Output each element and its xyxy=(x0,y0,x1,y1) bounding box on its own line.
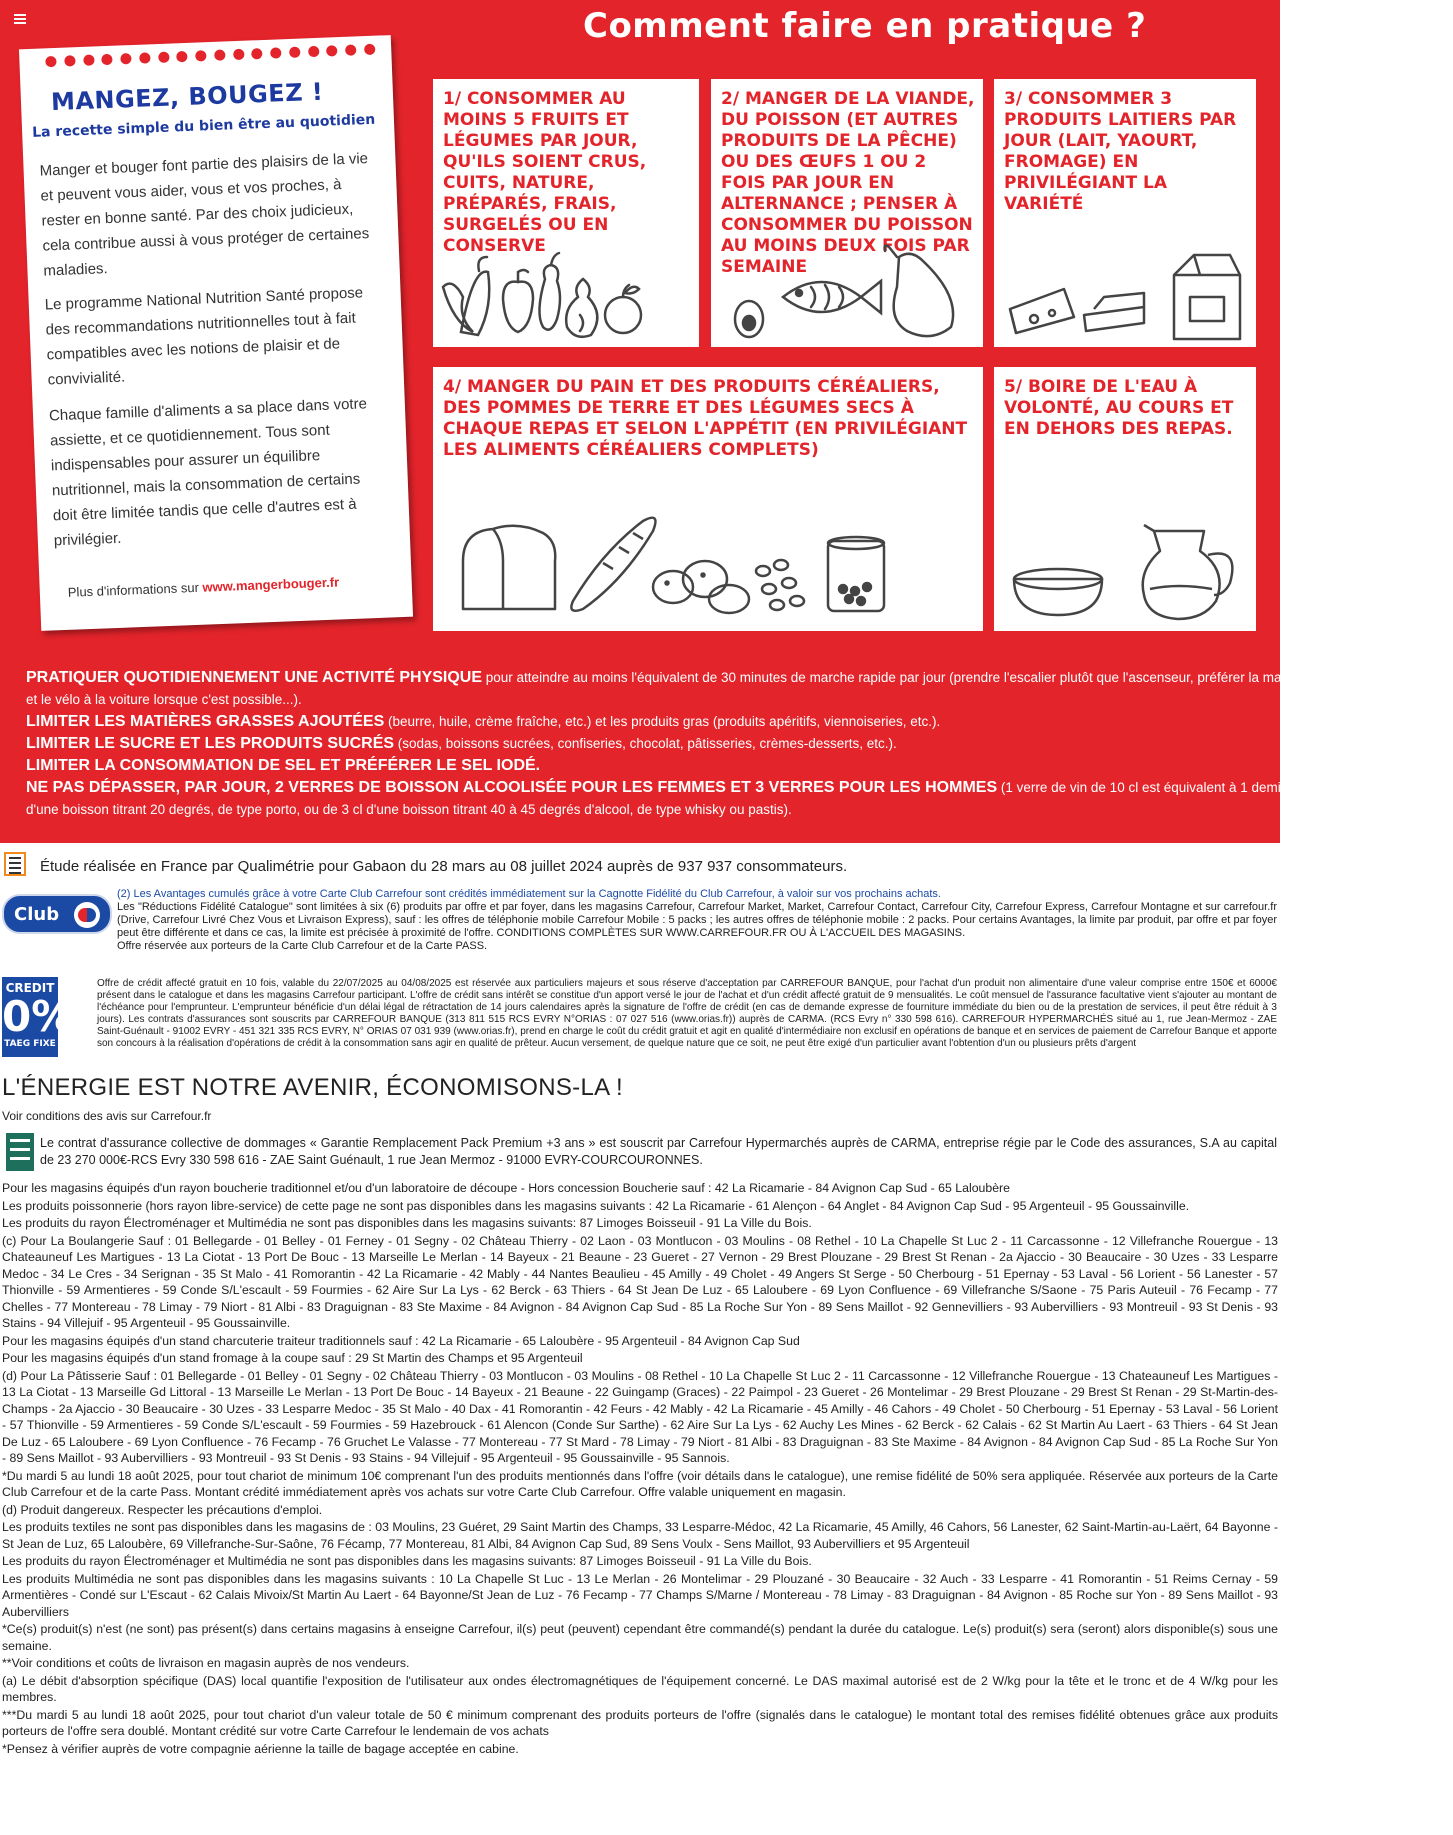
credit-logo-bottom: TAEG FIXE xyxy=(4,1039,56,1049)
credit-logo-top: CREDIT xyxy=(5,981,55,995)
card-title: MANGEZ, BOUGEZ ! xyxy=(50,77,324,117)
legal-paragraph: **Voir conditions et coûts de livraison en magasin auprès de nos vendeurs. xyxy=(2,1656,410,1670)
legal-paragraph: *Du mardi 5 au lundi 18 août 2025, pour tout chariot de minimum 10€ comprenant l'un des produits mentionnés dans l'offre (voir détails dans le catalogue), une remise fidélité de 50% sera appliquée. Réservée aux porteurs de la Carte Club Carrefour et de la carte Pass. Montant crédité immédiatement après vos achats sur votre Carte Club Carrefour. Offre valable uniquement en magasin. xyxy=(2,1468,1278,1499)
mangez-bougez-card xyxy=(19,35,413,631)
notebook-holes xyxy=(45,44,375,71)
energy-heading: L'ÉNERGIE EST NOTRE AVENIR, ÉCONOMISONS-LA ! xyxy=(2,1074,624,1101)
legal-paragraph: Pour les magasins équipés d'un stand fromage à la coupe sauf : 29 St Martin des Champs et 95 Argenteuil xyxy=(2,1351,583,1365)
legal-paragraph: Les produits du rayon Électroménager et Multimédia ne sont pas disponibles dans les magasins suivants: 87 Limoges Boisseuil - 91 La Ville du Bois. xyxy=(2,1554,812,1568)
credit-logo-rate: 0% xyxy=(2,992,74,1041)
dairy-products-icon xyxy=(994,227,1256,347)
bread-cereals-icon xyxy=(433,491,983,631)
advice-item xyxy=(26,711,1256,733)
tip-box-dairy xyxy=(994,79,1256,347)
legal-paragraph: (a) Le débit d'absorption spécifique (DAS) local quantifie l'exposition de l'utilisateur aux ondes électromagnétiques de l'équipement concerné. Le DAS maximal autorisé est de 2 W/kg pour la tête et le tronc et de 4 W/kg pour les membres. xyxy=(2,1673,1278,1704)
advice-detail: d'une boisson titrant 20 degrés, de type porto, ou de 3 cl d'une boisson titrant 40 à 45 degrés d'alcool, de type whisky ou pastis). xyxy=(26,802,792,817)
legal-paragraph: *Pensez à vérifier auprès de votre compagnie aérienne la taille de bagage acceptée en cabine. xyxy=(2,1741,519,1756)
club-logo-text: Club xyxy=(14,904,60,925)
legal-paragraph: Pour les magasins équipés d'un stand charcuterie traiteur traditionnels sauf : 42 La Ricamarie - 65 Laloubère - 95 Argenteuil - 84 Avignon Cap Sud xyxy=(2,1333,800,1348)
advice-item xyxy=(26,733,1256,755)
card-paragraph: Manger et bouger font partie des plaisirs de la vie et peuvent vous aider, vous et vos proches, à rester en bonne santé. Par des choix judicieux, cela contribue aussi à vous protéger de certaines maladies. xyxy=(39,150,370,280)
tip-box-water xyxy=(994,367,1256,631)
advice-item xyxy=(26,667,1308,689)
garantie-badge-icon xyxy=(6,1133,34,1171)
legal-paragraph: Les produits poissonnerie (hors rayon libre-service) de cette page ne sont pas disponibles dans les magasins suivants : 42 La Ricamarie - 61 Alençon - 64 Anglet - 84 Avignon Cap Sud - 95 Argenteuil - 95 Goussainville. xyxy=(2,1198,1190,1213)
tip-text: 1/ CONSOMMER AU MOINS 5 FRUITS ET LÉGUMES PAR JOUR, QU'ILS SOIENT CRUS, CUITS, NATURE, PRÉPARÉS, FRAIS, SURGELÉS OU EN CONSERVE xyxy=(443,89,647,256)
page-title: Comment faire en pratique ? xyxy=(583,6,1147,46)
legal-paragraph: (d) Pour La Pâtisserie Sauf : 01 Bellegarde - 01 Belley - 01 Segny - 02 Château Thierry - 03 Montlucon - 03 Moulins - 08 Rethel - 10 La Chapelle St Luc 2 - 11 Carcassonne - 12 Villefranche Rouergue - 13 Chateauneuf Les Martigues - 13 La Ciotat - 13 Marseille Gd Littoral - 13 Marseille Le Merlan - 13 Port De Bouc - 14 Bayeux - 21 Beaune - 22 Guingamp (Graces) - 22 Paimpol - 23 Gueret - 26 Montelimar - 29 Brest Plouzane - 29 Brest St Renan - 29 St-Martin-des-Champs - 2a Ajaccio - 30 Beaucaire - 30 Uzes - 33 Lesparre Medoc - 35 St Malo - 40 Dax - 41 Romorantin - 42 Feurs - 42 Mably - 42 La Ricamarie - 45 Amilly - 46 Cahors - 49 Cholet - 50 Cherbourg - 51 Epernay - 53 Laval - 56 Lorient - 57 Thionville - 59 Armentieres - 59 Conde S/L'escault - 59 Fourmies - 59 Hazebrouck - 61 Alencon (Conde Sur Sarthe) - 62 Aire Sur La Lys - 62 Auchy Les Mines - 62 Berck - 62 Calais - 62 St Martin Au Laert - 63 Thiers - 64 St Jean De Luz - 65 Laloubere - 69 Lyon Confluence - 76 Fecamp - 76 Gruchet Le Valasse - 77 Montereau - 77 St Mard - 78 Limay - 79 Niort - 81 Albi - 83 Draguignan - 83 Ste Maxime - 84 Avignon - 84 Avignon Cap Sud - 85 La Roche Sur Yon - 89 Sens Maillot - 93 Aubervilliers - 93 Montreuil - 93 St Denis - 93 Stains - 94 Villejuif - 95 Argenteuil - 95 Goussainville - 95 Sannois. xyxy=(2,1368,1278,1465)
advice-detail: (1 verre de vin de 10 cl est équivalent à 1 demi de bière ou à 1 verre de 6 cl xyxy=(997,780,1453,795)
carrefour-logo-icon xyxy=(74,902,100,928)
nutrition-section xyxy=(0,0,1453,843)
meat-fish-eggs-icon xyxy=(711,227,983,347)
club-conditions xyxy=(117,888,1277,953)
tip-box-fruits-vegetables xyxy=(433,79,699,347)
advice-heading: NE PAS DÉPASSER, PAR JOUR, 2 VERRES DE BOISSON ALCOOLISÉE POUR LES FEMMES ET 3 VERRES POUR LES HOMMES xyxy=(26,779,998,796)
mangerbouger-link[interactable]: www.mangerbouger.fr xyxy=(202,574,340,595)
legal-paragraph: Les produits Multimédia ne sont pas disponibles dans les magasins suivants : 10 La Chapelle St Luc - 13 Le Merlan - 26 Montelimar - 29 Plouzané - 30 Beaucaire - 32 Auch - 33 Lesparre - 41 Romorantin - 51 Reims Cernay - 59 Armentières - Condé sur L'Escaut - 62 Calais Mivoix/St Martin Au Laert - 64 Bayonne/St Jean de Luz - 76 Fecamp - 77 Champs S/Marne / Montereau - 78 Limay - 83 Draguignan - 84 Avignon - 85 Roche sur Yon - 89 Sens Maillot - 93 Aubervilliers xyxy=(2,1571,1278,1619)
legal-paragraph: (c) Pour La Boulangerie Sauf : 01 Bellegarde - 01 Belley - 01 Ferney - 01 Segny - 02 Château Thierry - 02 Laon - 03 Montlucon - 03 Moulins - 08 Rethel - 10 La Chapelle St Luc 2 - 11 Carcassonne - 12 Villefranche Rouergue - 13 Chateauneuf Les Martigues - 13 La Ciotat - 13 Port De Bouc - 13 Marseille Le Merlan - 14 Bayeux - 21 Beaune - 23 Gueret - 27 Vernon - 29 Brest Plouzane - 29 Brest St Renan - 2a Ajaccio - 30 Beaucaire - 30 Uzes - 33 Lesparre Medoc - 34 Le Cres - 34 Serignan - 35 St Malo - 41 Romorantin - 42 La Ricamarie - 42 Mably - 44 Nantes Beaulieu - 45 Amilly - 49 Cholet - 49 Angers St Serge - 50 Cherbourg - 51 Epernay - 53 Laval - 56 Lorient - 56 Lanester - 57 Thionville - 59 Armentieres - 59 Conde S/L'escault - 59 Fourmies - 62 Aire Sur La Lys - 62 Berck - 63 Thiers - 64 St Jean De Luz - 65 Laloubere - 69 Lyon Confluence - 69 Villefranche S/Saone - 75 Paris Auteuil - 76 Fecamp - 77 Chelles - 77 Montereau - 78 Limay - 79 Niort - 81 Albi - 83 Draguignan - 83 Ste Maxime - 84 Avignon - 84 Avignon Cap Sud - 85 La Roche Sur Yon - 89 Sens Maillot - 92 Gennevilliers - 93 Aubervilliers - 93 Montreuil - 93 St Denis - 93 Stains - 94 Villejuif - 95 Argenteuil - 95 Goussainville. xyxy=(2,1233,1278,1330)
tip-text: 3/ CONSOMMER 3 PRODUITS LAITIERS PAR JOUR (LAIT, YAOURT, FROMAGE) EN PRIVILÉGIANT LA VARIÉTÉ xyxy=(1004,89,1237,214)
advice-heading: PRATIQUER QUOTIDIENNEMENT UNE ACTIVITÉ PHYSIQUE xyxy=(26,669,483,686)
legal-paragraph: Pour les magasins équipés d'un rayon boucherie traditionnel et/ou d'un laboratoire de découpe - Hors concession Boucherie sauf : 42 La Ricamarie - 84 Avignon Cap Sud - 65 Laloubère xyxy=(2,1181,1010,1195)
advice-heading: LIMITER LA CONSOMMATION DE SEL ET PRÉFÉRER LE SEL IODÉ. xyxy=(26,757,541,774)
advice-heading: LIMITER LES MATIÈRES GRASSES AJOUTÉES xyxy=(26,713,385,730)
club-line: (2) Les Avantages cumulés grâce à votre Carte Club Carrefour sont crédités immédiatement sur la Cagnotte Fidélité du Club Carrefour, à valoir sur vos prochains achats. xyxy=(117,888,941,900)
more-info xyxy=(68,574,340,599)
tip-text: 5/ BOIRE DE L'EAU À VOLONTÉ, AU COURS ET EN DEHORS DES REPAS. xyxy=(1004,377,1234,439)
menu-icon[interactable] xyxy=(14,14,26,24)
advice-heading: LIMITER LE SUCRE ET LES PRODUITS SUCRÉS xyxy=(26,735,395,752)
card-subtitle: La recette simple du bien être au quotidien xyxy=(31,111,376,141)
study-notice: Étude réalisée en France par Qualimétrie pour Gabaon du 28 mars au 08 juillet 2024 auprès de 937 937 consommateurs. xyxy=(40,858,848,875)
legal-paragraph: (d) Produit dangereux. Respecter les précautions d'emploi. xyxy=(2,1502,323,1517)
tip-box-bread-cereals xyxy=(433,367,983,631)
legal-paragraph: Les produits textiles ne sont pas disponibles dans les magasins de : 03 Moulins, 23 Guéret, 29 Saint Martin des Champs, 33 Lesparre-Médoc, 42 La Ricamarie, 45 Amilly, 46 Cahors, 56 Lanester, 62 Saint-Martin-au-Laërt, 64 Bayonne - St Jean de Luz, 65 Laloubère, 69 Villefranche-Sur-Saône, 76 Fécamp, 77 Montereau, 81 Albi, 84 Avignon Cap Sud, 89 Sens Voulx - Sens Maillot, 93 Aubervilliers et 95 Argenteuil xyxy=(2,1520,1278,1551)
tip-text: 2/ MANGER DE LA VIANDE, DU POISSON (ET AUTRES PRODUITS DE LA PÊCHE) OU DES ŒUFS 1 OU 2 FOIS PAR JOUR EN ALTERNANCE ; PENSER À CONSOMMER DU POISSON AU MOINS DEUX FOIS PAR SEMAINE xyxy=(721,89,975,277)
study-document-icon xyxy=(4,852,26,876)
water-bowl-jug-icon xyxy=(994,491,1256,631)
legal-paragraph: Les produits du rayon Électroménager et Multimédia ne sont pas disponibles dans les magasins suivants: 87 Limoges Boisseuil - 91 La Ville du Bois. xyxy=(2,1216,812,1230)
fruits-vegetables-icon xyxy=(433,227,699,347)
legal-paragraph: ***Du mardi 5 au lundi 18 août 2025, pour tout chariot d'un valeur totale de 50 € minimum comprenant des produits porteurs de l'offre (signalés dans le catalogue) le montant total des remises fidélité obtenues grâce aux produits porteurs de l'offre sera doublé. Montant crédité sur votre Carte Carrefour le lendemain de vos achats xyxy=(2,1707,1278,1738)
advice-detail: (beurre, huile, crème fraîche, etc.) et les produits gras (produits apéritifs, viennoiseries, etc.). xyxy=(384,714,941,729)
energy-subtext: Voir conditions des avis sur Carrefour.fr xyxy=(2,1109,212,1123)
club-line: Offre réservée aux porteurs de la Carte Club Carrefour et de la Carte PASS. xyxy=(117,940,488,952)
club-carrefour-logo xyxy=(2,894,112,934)
garantie-conditions: Le contrat d'assurance collective de dommages « Garantie Remplacement Pack Premium +3 ans » est souscrit par Carrefour Hypermarchés auprès de CARMA, entreprise régie par le Code des assurances, S.A au capital de 23 270 000€-RCS Evry 330 598 616 - ZAE Saint Guénault, 1 rue Jean Mermoz - 91000 EVRY-COURCOURONNES. xyxy=(40,1136,1277,1167)
card-paragraph: Le programme National Nutrition Santé propose des recommandations nutritionnelles tout à fait compatibles avec les notions de plaisir et de convivialité. xyxy=(44,284,364,389)
legal-fine-print xyxy=(2,1180,1278,1758)
credit-conditions: Offre de crédit affecté gratuit en 10 fois, valable du 22/07/2025 au 04/08/2025 est réservée aux particuliers majeurs et sous réserve d'acceptation par CARREFOUR BANQUE, pour l'achat d'un produit non alimentaire d'une valeur comprise entre 150€ et 6000€ présent dans le catalogue et dans les magasins Carrefour participant. L'offre de crédit sans intérêt se constitue d'un apport versé le jour de l'achat et d'un crédit affecté gratuit de 9 mensualités. Le coût mensuel de l'assurance facultative vient s'ajouter au montant de l'échéance pour l'emprunteur. L'emprunteur bénéficie d'un délai légal de rétractation de 14 jours calendaires après la signature de l'offre de crédit (en cas de demande expresse de fourniture immédiate du bien ou de la prestation de services, il peut être réduit à 3 jours). Les contrats d'assurances sont souscrits par CARREFOUR BANQUE (313 811 515 RCS EVRY N°ORIAS : 07 027 516 (www.orias.fr)) auprès de CARMA. (RCS Evry n° 330 598 616). CARREFOUR HYPERMARCHÉS situé au 1, rue Jean-Mermoz - ZAE Saint-Guénault - 91002 EVRY - 451 321 335 RCS EVRY, N° ORIAS 07 031 939 (www.orias.fr), prend en charge le coût du crédit gratuit et agit en qualité d'intermédiaire non exclusif en opérations de banque et en services de paiement de Carrefour Banque et apporte son concours à la réalisation d'opérations de crédit à la consommation sans agir en qualité de prêteur. Aucun versement, de quelque nature que ce soit, ne peut être exigé d'un particulier avant l'obtention d'un ou plusieurs prêts d'argent xyxy=(97,978,1277,1049)
advice-item xyxy=(26,799,1256,821)
advice-detail: (sodas, boissons sucrées, confiseries, chocolat, pâtisseries, crèmes-desserts, etc.). xyxy=(394,736,897,751)
club-line: Les "Réductions Fidélité Catalogue" sont limitées à six (6) produits par offre et par foyer, dans les magasins Carrefour, Carrefour Market, Market, Carrefour Contact, Carrefour City, Carrefour Express, Carrefour Montagne et sur carrefour.fr (Drive, Carrefour Livré Chez Vous et Livraison Express), sauf : les offres de téléphonie mobile Carrefour Mobile : 5 packs ; les autres offres de téléphonie mobile : 2 packs. Pour certains Avantages, la limite par produit, par offre et par foyer peut être différente et dans ce cas, la limite est précisée à proximité de l'offre. CONDITIONS COMPLÈTES SUR WWW.CARREFOUR.FR OU À L'ACCUEIL DES MAGASINS. xyxy=(117,901,1277,939)
credit-0-percent-logo xyxy=(2,977,74,1057)
advice-item xyxy=(26,689,1256,711)
legal-paragraph: *Ce(s) produit(s) n'est (ne sont) pas présent(s) dans certains magasins à enseigne Carrefour, il(s) peut (peuvent) cependant être commandé(s) pendant la durée du catalogue. Le(s) produit(s) sera (seront) alors disponible(s) sous une semaine. xyxy=(2,1622,1278,1653)
advice-item xyxy=(26,755,1256,777)
advice-detail: pour atteindre au moins l'équivalent de 30 minutes de marche rapide par jour (prendre l'escalier plutôt que l'ascenseur, préférer la marche xyxy=(482,670,1308,685)
health-advice-list xyxy=(26,667,1453,821)
tip-box-meat-fish-eggs xyxy=(711,79,983,347)
tip-text: 4/ MANGER DU PAIN ET DES PRODUITS CÉRÉALIERS, DES POMMES DE TERRE ET DES LÉGUMES SECS À CHAQUE REPAS ET SELON L'APPÉTIT (EN PRIVILÉGIANT LES ALIMENTS CÉRÉALIERS COMPLETS) xyxy=(443,377,968,460)
advice-item xyxy=(26,777,1453,799)
more-info-label: Plus d'informations sur xyxy=(67,579,203,600)
card-paragraph: Chaque famille d'aliments a sa place dans votre assiette, et ce quotidiennement. Tous sont indispensables pour assurer un équilibre nutritionnel, mais la consommation de certains doit être limitée tandis que celle d'autres est à privilégier. xyxy=(48,395,368,550)
advice-detail: et le vélo à la voiture lorsque c'est possible...). xyxy=(26,692,302,707)
